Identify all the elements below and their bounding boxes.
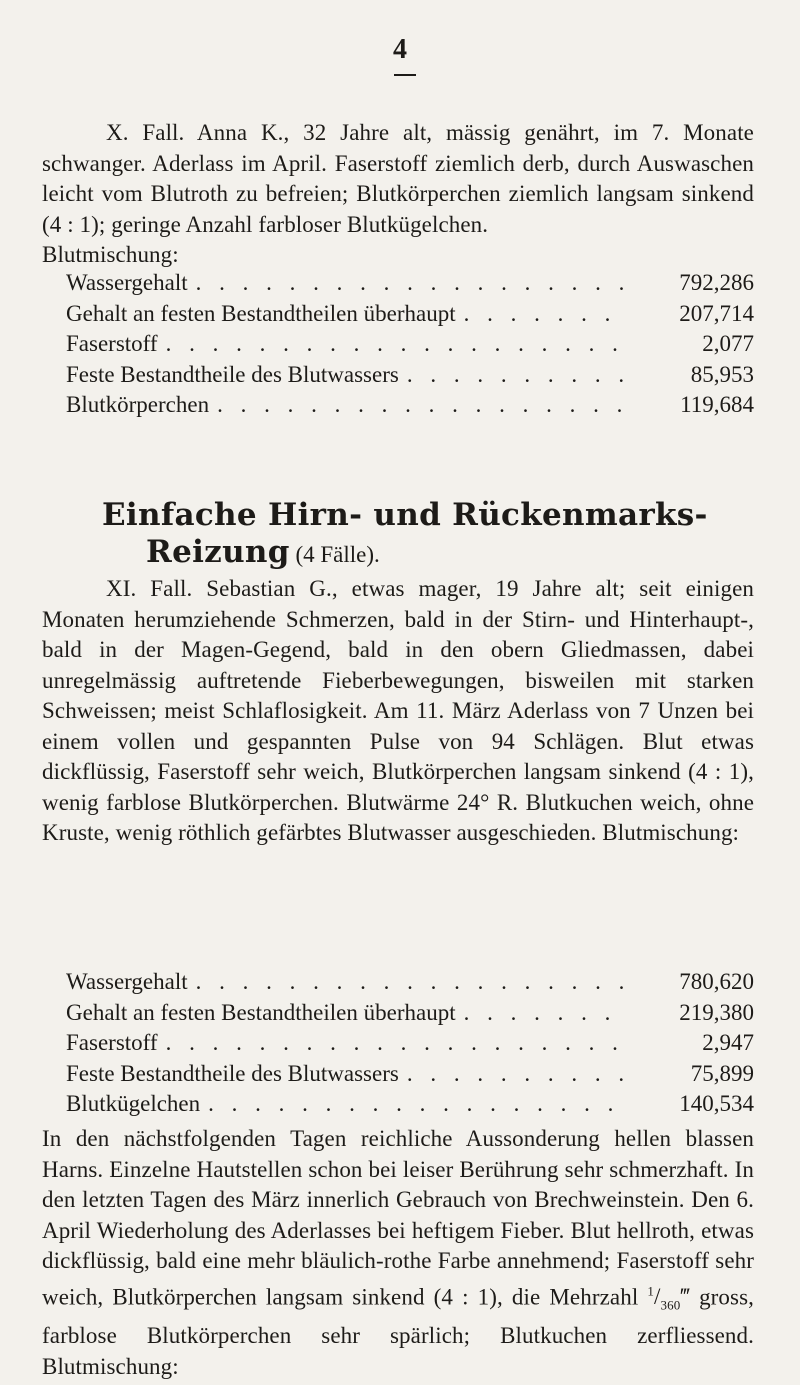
row-value: 85,953 — [690, 361, 754, 387]
table-row — [42, 331, 754, 362]
row-label: Gehalt an festen Bestandtheilen überhaupt — [66, 999, 456, 1025]
leader-dots — [188, 270, 628, 296]
row-value: 219,380 — [679, 999, 754, 1025]
case-11-table — [42, 969, 754, 1122]
row-value: 119,684 — [680, 392, 754, 418]
heading-line-1: Einfache Hirn- und Rückenmarks- — [102, 497, 708, 533]
row-label: Wassergehalt — [66, 270, 188, 295]
case-10-paragraph — [42, 118, 754, 271]
after-text-b: gross, farblose Blutkörperchen sehr spärlich; Blutkuchen zerfliessend. Blutmischung: — [42, 1284, 754, 1379]
row-value: 75,899 — [690, 1060, 754, 1086]
table-row — [42, 362, 754, 393]
page-number-rule — [394, 74, 416, 76]
leader-dots — [399, 1061, 628, 1087]
table-row — [42, 301, 754, 332]
case-11-paragraph — [42, 574, 754, 849]
row-label: Blutkörperchen — [66, 392, 210, 418]
leader-dots — [158, 1030, 628, 1056]
row-value: 2,077 — [702, 331, 754, 357]
row-label: Feste Bestandtheile des Blutwassers — [66, 361, 399, 387]
row-label: Faserstoff — [66, 1030, 158, 1056]
leader-dots — [188, 969, 628, 995]
row-label: Gehalt an festen Bestandtheilen überhaupt — [66, 300, 456, 326]
row-value: 207,714 — [679, 300, 754, 326]
table-row — [42, 1091, 754, 1122]
table-row — [42, 1030, 754, 1061]
row-label: Blutkügelchen — [66, 1091, 201, 1117]
case-10-mix-label: Blutmischung: — [42, 242, 179, 267]
heading-line-2-rest: (4 Fälle). — [295, 542, 380, 567]
row-value: 140,534 — [679, 1091, 754, 1117]
fraction-unit: ‴ — [680, 1284, 690, 1310]
case-11-after-text — [42, 1124, 754, 1382]
heading-line-2-bold: Reizung — [146, 534, 290, 570]
table-row — [42, 392, 754, 423]
row-value: 2,947 — [702, 1030, 754, 1056]
row-value: 780,620 — [679, 969, 754, 994]
case-11-text: XI. Fall. Sebastian G., etwas mager, 19 Jahre alt; seit einigen Monaten herumziehende Schmerzen, bald in der Stirn- und Hinterhaupt-, bald in der Magen-Gegend, bald in den obern Gliedmassen, dabei unregelmässig auftretende Fieberbewegungen, bisweilen mit starken Schweissen; meist Schlaflosigkeit. Am 11. März Aderlass von 7 Unzen bei einem vollen und gespannten Pulse von 94 Schlägen. Blut etwas dickflüssig, Faserstoff sehr weich, Blutkörperchen langsam sinkend (4 : 1), wenig farblose Blutkörperchen. Blutwärme 24° R. Blutkuchen weich, ohne Kruste, wenig röthlich gefärbtes Blutwasser ausgeschieden. Blutmischung: — [42, 576, 754, 845]
case-10-text: X. Fall. Anna K., 32 Jahre alt, mässig genährt, im 7. Monate schwanger. Aderlass im April. Faserstoff ziemlich derb, durch Auswaschen leicht vom Blutroth zu befreien; Blutkörperchen ziemlich langsam sinkend (4 : 1); geringe Anzahl farbloser Blutkügelchen. — [42, 120, 754, 237]
leader-dots — [200, 1091, 628, 1117]
leader-dots — [456, 301, 628, 327]
leader-dots — [209, 392, 628, 418]
table-row — [42, 969, 754, 1000]
fraction: $^1/_{360}‴$ — [647, 1283, 690, 1313]
case-11-continuation — [42, 1124, 754, 1382]
after-text-a: In den nächstfolgenden Tagen reichliche Aussonderung hellen blassen Harns. Einzelne Hautstellen schon bei leiser Berührung sehr schmerzhaft. In den letzten Tagen des März innerlich Gebrauch von Brechweinstein. Den 6. April Wiederholung des Aderlasses bei heftigem Fieber. Blut hellroth, etwas dickflüssig, bald eine mehr bläulich-rothe Farbe annehmend; Faserstoff sehr weich, Blutkörperchen langsam sinkend (4 : 1), die Mehrzahl — [42, 1126, 754, 1310]
row-label: Wassergehalt — [66, 969, 188, 994]
leader-dots — [456, 1000, 628, 1026]
table-row — [42, 1000, 754, 1031]
leader-dots — [399, 362, 628, 388]
table-row — [42, 270, 754, 301]
page-number: 4 — [393, 34, 407, 65]
fraction-denominator: 360 — [660, 1297, 681, 1313]
row-value: 792,286 — [679, 270, 754, 295]
case-10-table — [42, 270, 754, 423]
row-label: Feste Bestandtheile des Blutwassers — [66, 1060, 399, 1086]
section-heading — [42, 498, 754, 572]
table-row — [42, 1061, 754, 1092]
fraction-numerator: 1 — [647, 1283, 654, 1299]
leader-dots — [158, 331, 628, 357]
row-label: Faserstoff — [66, 331, 158, 357]
